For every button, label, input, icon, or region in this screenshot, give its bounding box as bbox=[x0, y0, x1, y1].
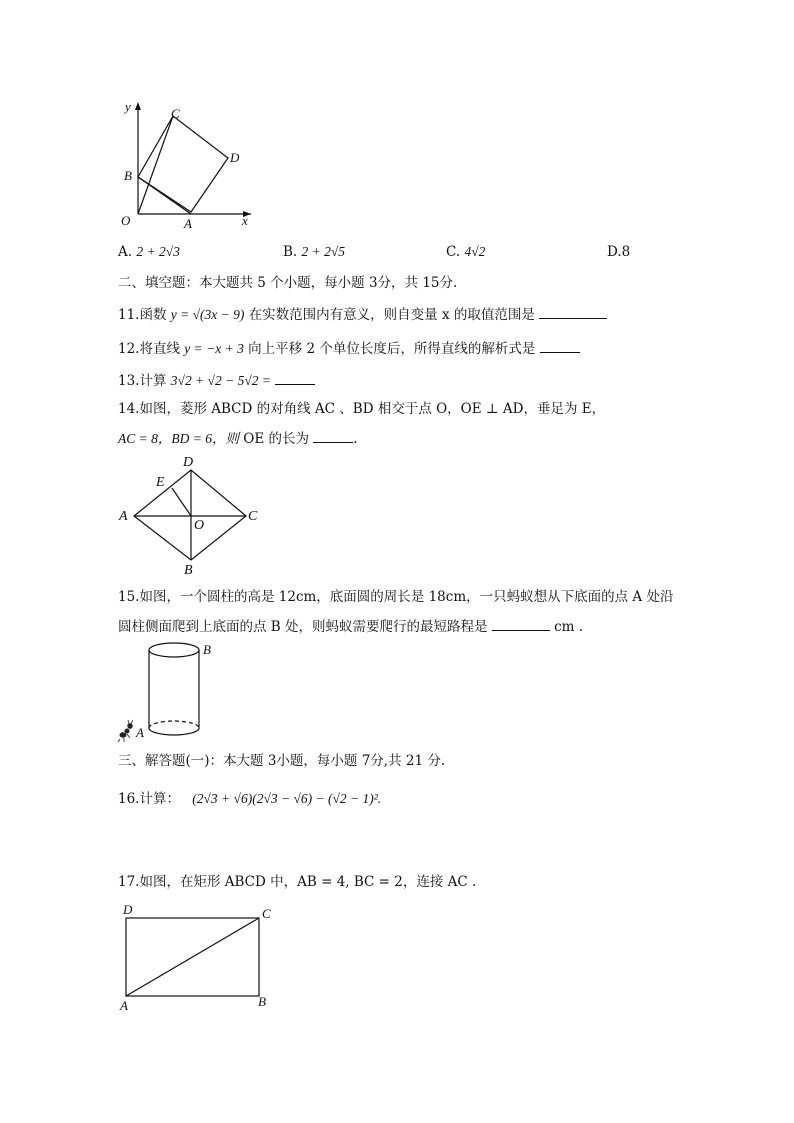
choice-a-label: A. bbox=[118, 244, 133, 260]
question-13 bbox=[118, 370, 315, 390]
rectangle-figure bbox=[116, 902, 286, 1017]
q14-ask: OE 的长为 bbox=[243, 431, 309, 447]
choice-b bbox=[283, 244, 345, 260]
q11-answer-blank[interactable] bbox=[539, 304, 607, 319]
question-14-line2 bbox=[118, 428, 358, 448]
rhombus-figure bbox=[116, 452, 266, 577]
choice-d-value: 8 bbox=[621, 244, 631, 260]
ant-icon bbox=[118, 720, 133, 742]
q15-unit: cm . bbox=[554, 619, 584, 635]
question-16 bbox=[118, 790, 381, 808]
question-11 bbox=[118, 304, 607, 324]
q16-formula: (2√3 + √6)(2√3 − √6) − (√2 − 1)². bbox=[192, 791, 382, 806]
fig2-label-e: E bbox=[156, 475, 165, 490]
q13-prefix: 13.计算 bbox=[118, 373, 167, 389]
q14-given: AC = 8，BD = 6，则 bbox=[118, 431, 239, 446]
q12-suffix: 向上平移 2 个单位长度后，所得直线的解析式是 bbox=[248, 341, 536, 357]
q11-formula: y = √(3x − 9) bbox=[170, 307, 245, 322]
section2-heading: 二、填空题：本大题共 5 个小题，每小题 3分，共 15分. bbox=[118, 275, 458, 291]
fig1-label-y: y bbox=[125, 99, 131, 114]
q11-suffix: 在实数范围内有意义，则自变量 x 的取值范围是 bbox=[248, 307, 535, 323]
fig1-label-o: O bbox=[121, 213, 131, 228]
fig1-label-x: x bbox=[242, 213, 248, 228]
question-15-line2 bbox=[118, 616, 583, 636]
fig4-label-b: B bbox=[258, 994, 266, 1009]
fig2-label-a: A bbox=[119, 509, 128, 524]
fig1-label-a: A bbox=[184, 216, 192, 231]
choice-b-label: B. bbox=[283, 244, 298, 260]
q12-formula: y = −x + 3 bbox=[184, 341, 244, 356]
choice-d bbox=[607, 244, 630, 260]
q12-prefix: 12.将直线 bbox=[118, 341, 180, 357]
coordinate-square-figure bbox=[118, 96, 258, 236]
choice-b-value: 2 + 2√5 bbox=[301, 244, 346, 259]
q14-period: . bbox=[353, 431, 358, 447]
fig4-label-d: D bbox=[123, 902, 133, 917]
question-17: 17.如图，在矩形 ABCD 中，AB = 4, BC = 2，连接 AC . bbox=[118, 874, 477, 890]
q14-answer-blank[interactable] bbox=[313, 428, 353, 443]
q16-prefix: 16.计算： bbox=[118, 791, 180, 807]
q13-formula: 3√2 + √2 − 5√2 = bbox=[170, 373, 271, 388]
cylinder-figure bbox=[116, 640, 226, 745]
question-14-line1: 14.如图，菱形 ABCD 的对角线 AC 、BD 相交于点 O，OE ⊥ AD，垂足为 E， bbox=[118, 401, 606, 417]
question-15-line1: 15.如图，一个圆柱的高是 12cm，底面圆的周长是 18cm，一只蚂蚁想从下底面的点 A 处沿 bbox=[118, 589, 674, 605]
q15-ask: 圆柱侧面爬到上底面的点 B 处，则蚂蚁需要爬行的最短路程是 bbox=[118, 619, 488, 635]
fig2-label-d: D bbox=[183, 455, 194, 470]
fig1-label-d: D bbox=[230, 150, 240, 165]
choice-d-label: D. bbox=[607, 244, 622, 260]
choice-c bbox=[446, 244, 485, 260]
fig4-label-c: C bbox=[262, 906, 271, 921]
choice-a-value: 2 + 2√3 bbox=[136, 244, 180, 259]
fig2-label-o: O bbox=[194, 518, 205, 533]
q13-answer-blank[interactable] bbox=[275, 370, 315, 385]
q12-answer-blank[interactable] bbox=[540, 338, 580, 353]
q15-answer-blank[interactable] bbox=[492, 616, 550, 631]
fig1-label-b: B bbox=[124, 168, 132, 183]
choice-c-value: 4√2 bbox=[464, 244, 486, 259]
choice-c-label: C. bbox=[446, 244, 461, 260]
choice-a bbox=[118, 244, 180, 260]
fig1-label-c: C bbox=[171, 106, 180, 121]
section3-heading: 三、解答题(一)：本大题 3小题，每小题 7分,共 21 分. bbox=[118, 753, 446, 769]
fig3-label-b: B bbox=[203, 642, 211, 657]
q11-prefix: 11.函数 bbox=[118, 307, 167, 323]
question-12 bbox=[118, 338, 580, 358]
fig3-label-a: A bbox=[136, 725, 144, 740]
fig4-label-a: A bbox=[120, 998, 128, 1013]
fig2-label-b: B bbox=[184, 563, 193, 578]
fig2-label-c: C bbox=[248, 509, 258, 524]
